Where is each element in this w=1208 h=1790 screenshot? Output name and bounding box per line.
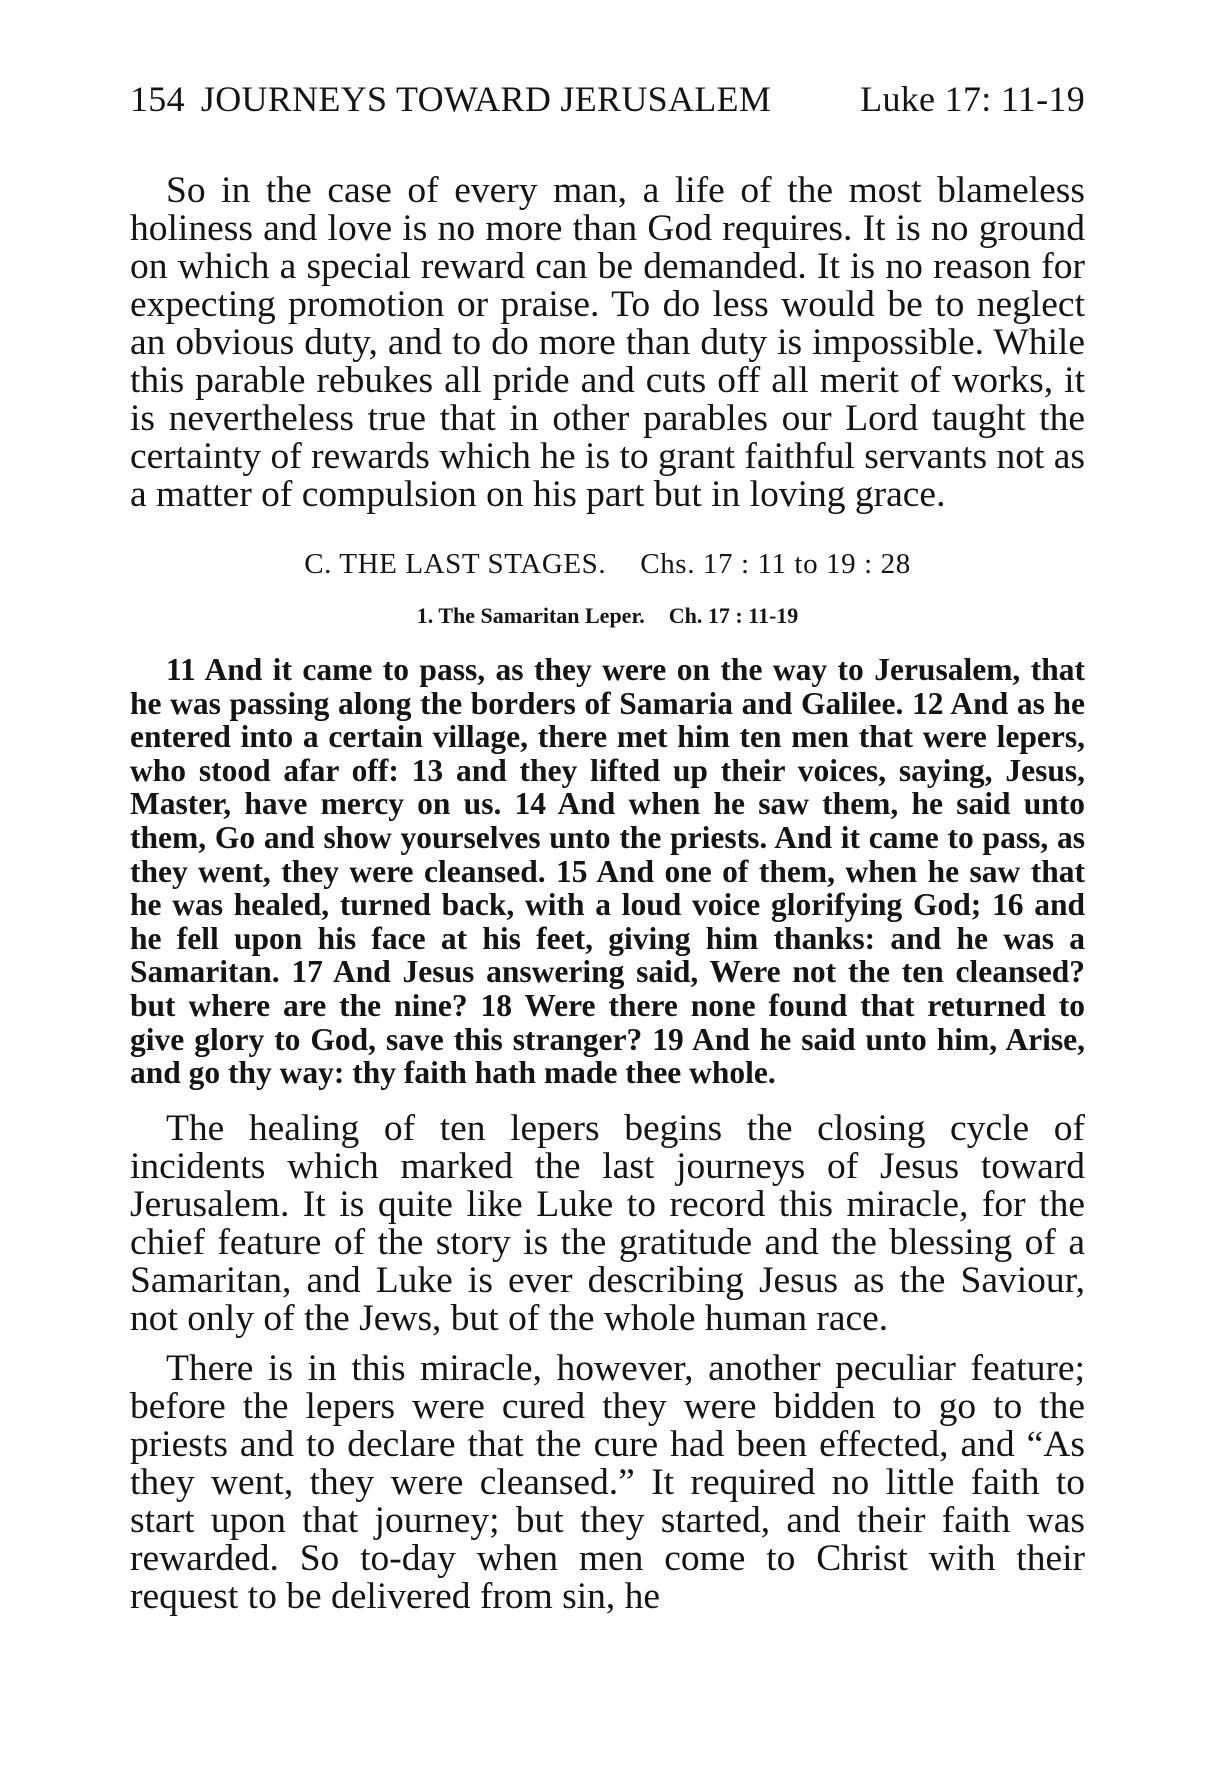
running-head <box>130 78 1085 120</box>
chapter-title: JOURNEYS TOWARD JERUSALEM <box>200 79 772 119</box>
section-heading <box>130 548 1085 581</box>
book-page <box>130 78 1085 1616</box>
section-range: Chs. 17 : 11 to 19 : 28 <box>640 548 911 580</box>
subsection-heading <box>130 603 1085 629</box>
intro-paragraph: So in the case of every man, a life of the most blameless holiness and love is no more than God requires. It is no ground on which a special reward can be demanded. It is no reason for expecting promotion or praise. To do less would be to neglect an obvious duty, and to do more than duty is impossible. While this parable rebukes all pride and cuts off all merit of works, it is nevertheless true that in other parables our Lord taught the certainty of rewards which he is to grant faithful servants not as a matter of compulsion on his part but in loving grace. <box>130 170 1085 515</box>
commentary-paragraph-2: There is in this miracle, however, another peculiar feature; before the lepers were cured they were bidden to go to the priests and to declare that the cure had been effected, and “As they went, they were cleansed.” It required no little faith to start upon that journey; but they started, and their faith was rewarded. So to-day when men come to Christ with their request to be delivered from sin, he <box>130 1347 1085 1617</box>
page-number: 154 <box>130 79 185 119</box>
subsection-title: 1. The Samaritan Leper. <box>416 603 645 628</box>
commentary-paragraph-1: The healing of ten lepers begins the closing cycle of incidents which marked the last journeys of Jesus toward Jerusalem. It is quite like Luke to record this miracle, for the chief feature of the story is the gratitude and the blessing of a Samaritan, and Luke is ever describing Jesus as the Saviour, not only of the Jews, but of the whole human race. <box>130 1107 1085 1339</box>
scripture-passage: 11 And it came to pass, as they were on the way to Jerusalem, that he was passing along the borders of Samaria and Galilee. 12 And as he entered into a certain village, there met him ten men that were lepers, who stood afar off: 13 and they lifted up their voices, saying, Jesus, Master, have mercy on us. 14 And when he saw them, he said unto them, Go and show yourselves unto the priests. And it came to pass, as they went, they were cleansed. 15 And one of them, when he saw that he was healed, turned back, with a loud voice glorifying God; 16 and he fell upon his face at his feet, giving him thanks: and he was a Samaritan. 17 And Jesus answering said, Were not the ten cleansed? but where are the nine? 18 Were there none found that returned to give glory to God, save this stranger? 19 And he said unto him, Arise, and go thy way: thy faith hath made thee whole. <box>130 652 1085 1091</box>
scripture-reference: Luke 17: 11-19 <box>860 79 1085 119</box>
section-title: C. THE LAST STAGES. <box>304 548 607 580</box>
running-head-left <box>130 78 771 120</box>
subsection-range: Ch. 17 : 11-19 <box>668 603 799 628</box>
